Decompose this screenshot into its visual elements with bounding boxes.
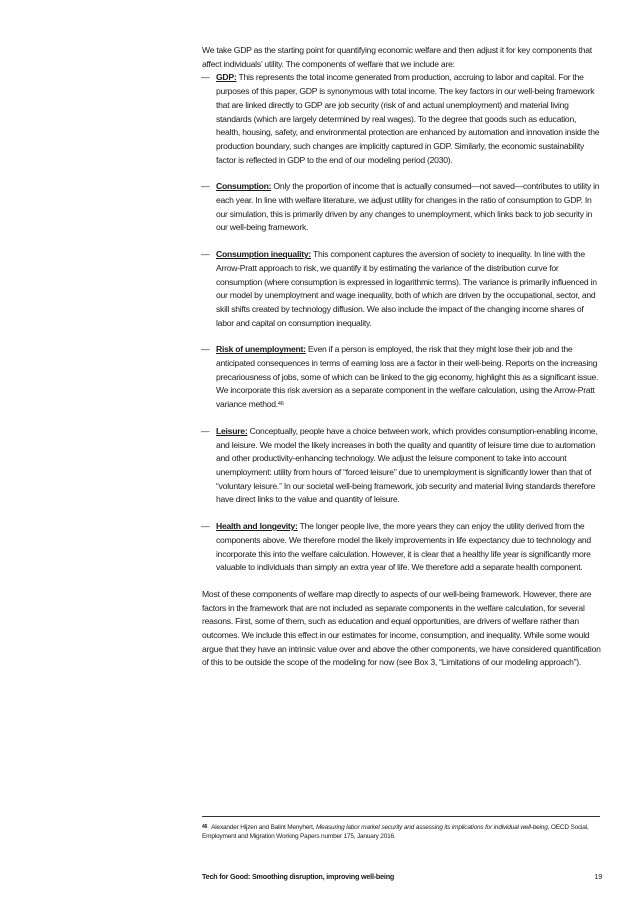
footnote-divider [202,816,600,817]
term-consumption: Consumption: [216,181,272,192]
footnote-authors: Alexander Hijzen and Balint Menyhert, [211,824,316,831]
page-footer [202,872,602,881]
dash-bullet: — [201,72,210,83]
item-text: Conceptually, people have a choice between work, which provides consumption-enabling income, and leisure. We model the likely increases in both the quality and quantity of leisure time due to automation and other productivity-enhancing technology. We adjust the leisure component to take into account unemployment: utility from hours of “forced leisure” due to unemployment is significantly lower than that of “voluntary leisure.” In our societal well-being framework, job security and material living standards therefore have direct links to the value and quantity of leisure. [216,425,598,505]
list-item-consumption [202,180,602,235]
term-consumption-inequality: Consumption inequality: [216,249,311,260]
item-text: This represents the total income generated from production, accruing to labor and capital. For the purposes of this paper, GDP is synonymous with total income. The key factors in our well-being framework that are linked directly to GDP are job security (risk of and actual unemployment) and material living standards (which are largely determined by real wages). To the degree that goods such as education, health, housing, safety, and environmental protection are enhanced by automation and innovation inside the production boundary, such changes are implicitly captured in GDP. Similarly, the economic sustainability factor is reflected in GDP to the end of our modeling period (2030). [216,72,600,165]
term-health-and-longevity: Health and longevity: [216,521,298,532]
dash-bullet: — [201,521,210,532]
footnote-rest: , OECD Social, Employment and Migration Working Papers number 175, January 2016. [202,824,589,841]
body-text [202,44,602,670]
footnote-number: 46 [202,824,208,830]
list-item-leisure [202,425,602,507]
footnote-reference[interactable]: 46 [277,401,284,408]
list-item-consumption-inequality [202,248,602,330]
list-item-health-and-longevity [202,520,602,575]
dash-bullet: — [201,181,210,192]
intro-paragraph: We take GDP as the starting point for quantifying economic welfare and then adjust it for key components that affect individuals’ utility. The components of welfare that we include are: [202,45,592,69]
list-item-risk-of-unemployment [202,343,602,412]
page-number: 19 [594,872,602,881]
term-gdp: GDP: [216,72,237,83]
closing-paragraph: Most of these components of welfare map directly to aspects of our well-being framework. However, there are factors in the framework that are not included as separate components in the welfare calculation, for several reasons. First, some of them, such as education and equal opportunities, are drivers of welfare rather than outcomes. We include this effect in our estimates for income, consumption, and inequality. While some would argue that they have an intrinsic value over and above the other components, we have considered quantification of this to be outside the scope of the modeling for now (see Box 3, “Limitations of our modeling approach”). [202,588,601,668]
footer-title: Tech for Good: Smoothing disruption, improving well-being [202,872,395,881]
list-item-gdp [202,71,602,167]
footnote-title: Measuring labor market security and assessing its implications for individual well-being [315,824,548,831]
dash-bullet: — [201,344,210,355]
item-text: This component captures the aversion of society to inequality. In line with the Arrow-Pratt approach to risk, we quantify it by estimating the variance of the distribution curve for consumption (where consumption is expressed in logarithmic terms). The variance is primarily influenced in our model by unemployment and wage inequality, both of which are driven by the occupational, sector, and skill shifts created by technology diffusion. We also include the impact of the changing income shares of labor and capital on consumption inequality. [216,249,597,328]
item-text: The longer people live, the more years they can enjoy the utility derived from the components above. We therefore model the likely improvements in life expectancy due to technology and incorporate this into the welfare calculation. However, it is clear that a healthy life year is significantly more valuable to individuals than simply an extra year of life. We therefore add a separate health component. [216,521,591,573]
term-risk-of-unemployment: Risk of unemployment: [216,344,306,355]
footnote [202,823,602,842]
item-text: Only the proportion of income that is actually consumed—not saved—contributes to utility in each year. In line with welfare literature, we adjust utility for changes in the ratio of consumption to GDP. In our simulation, this is primarily driven by any changes to unemployment, which links back to job security in our well-being framework. [216,181,600,233]
dash-bullet: — [201,425,210,436]
item-text: Even if a person is employed, the risk that they might lose their job and the anticipated consequences in terms of earning loss are a factor in their well-being. Reports on the increasing precariousness of jobs, some of which can be linked to the gig economy, highlight this as a significant issue. We incorporate this risk aversion as a separate component in the welfare calculation, using the Arrow-Pratt variance method. [216,344,599,410]
term-leisure: Leisure: [216,425,248,436]
dash-bullet: — [201,249,210,260]
